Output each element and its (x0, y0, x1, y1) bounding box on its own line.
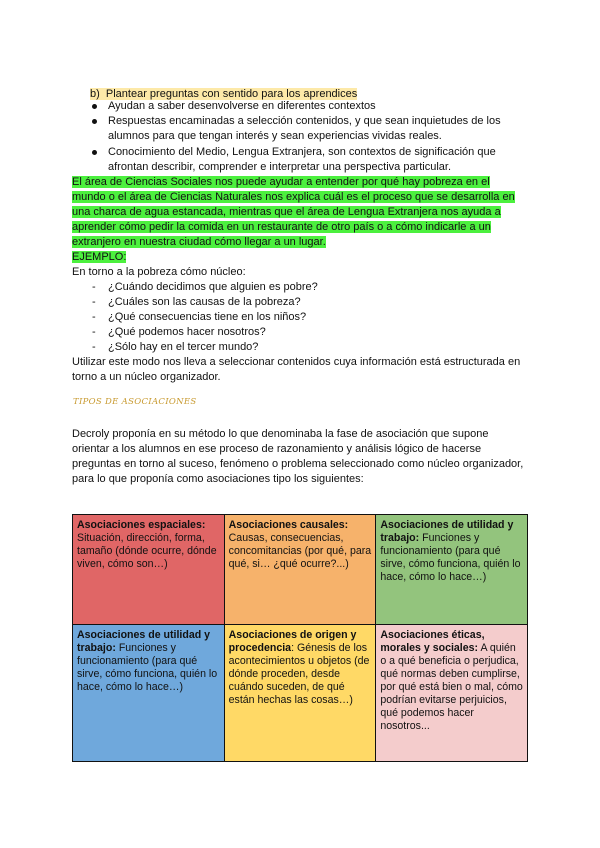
conclusion-line: Utilizar este modo nos lleva a seleccionar contenidos cuya información está estructurada en (72, 356, 521, 368)
bullet-icon (92, 119, 97, 124)
question-item: ¿Qué podemos hacer nosotros? (108, 326, 266, 338)
highlight-line: extranjero en nuestra ciudad cómo llegar a un lugar. (72, 236, 326, 248)
table-cell-causal: Asociaciones causales: Causas, consecuencias, concomitancias (por qué, para qué, si… ¿qué ocurre?...) (224, 515, 376, 625)
dash-marker: - (92, 341, 96, 353)
highlight-line: mundo o el área de Ciencias Naturales nos explica cuál es el proceso que se desarrolla en (72, 191, 515, 203)
table-cell-origin: Asociaciones de origen y procedencia: Génesis de los acontecimientos u objetos (de dónde proceden, desde cuándo suceden, de qué están hechas las cosas…) (224, 625, 376, 762)
decroly-line: para lo que proponía como asociaciones tipo los siguientes: (72, 473, 364, 485)
dash-marker: - (92, 311, 96, 323)
bullet-item: Ayudan a saber desenvolverse en diferentes contextos (108, 100, 376, 112)
table-row (73, 625, 528, 762)
dash-marker: - (92, 281, 96, 293)
question-item: ¿Cuáles son las causas de la pobreza? (108, 296, 301, 308)
decroly-line: Decroly proponía en su método lo que denominaba la fase de asociación que supone (72, 428, 489, 440)
bullet-item-continuation: afrontan describir, comprender e interpretar una perspectiva particular. (108, 161, 452, 173)
dash-marker: - (92, 326, 96, 338)
conclusion-line: torno a un núcleo organizador. (72, 371, 221, 383)
decroly-line: preguntas en torno al suceso, fenómeno o problema seleccionado como núcleo organizador, (72, 458, 524, 470)
highlight-line: El área de Ciencias Sociales nos puede ayudar a entender por qué hay pobreza en el (72, 176, 490, 188)
question-item: ¿Sólo hay en el tercer mundo? (108, 341, 259, 353)
example-label: EJEMPLO: (72, 251, 127, 263)
table-cell-spatial: Asociaciones espaciales: Situación, dirección, forma, tamaño (dónde ocurre, dónde viven, cómo son…) (73, 515, 225, 625)
table-row (73, 515, 528, 625)
question-item: ¿Qué consecuencias tiene en los niños? (108, 311, 307, 323)
bullet-item-continuation: alumnos para que tengan interés y sean experiencias vividas reales. (108, 130, 442, 142)
bullet-icon (92, 104, 97, 109)
dash-marker: - (92, 296, 96, 308)
section-title: TIPOS DE ASOCIACIONES (73, 397, 197, 407)
example-intro: En torno a la pobreza cómo núcleo: (72, 266, 246, 278)
bullet-icon (92, 150, 97, 155)
table-cell-ethics: Asociaciones éticas, morales y sociales: A quién o a qué beneficia o perjudica, qué normas deben cumplirse, por qué está bien o mal, cómo podrían evitarse perjuicios, qué podemos hacer nosotros... (376, 625, 528, 762)
highlight-line: aprender cómo pedir la comida en un restaurante de otro país o a cómo indicarle a un (72, 221, 491, 233)
associations-table (72, 514, 528, 762)
list-b-marker: b) (90, 88, 100, 100)
bullet-item: Respuestas encaminadas a selección contenidos, y que sean inquietudes de los (108, 115, 501, 127)
decroly-line: orientar a los alumnos en ese proceso de razonamiento y análisis lógico de hacerse (72, 443, 482, 455)
question-item: ¿Cuándo decidimos que alguien es pobre? (108, 281, 318, 293)
table-cell-utility: Asociaciones de utilidad y trabajo: Funciones y funcionamiento (para qué sirve, cómo funciona, quién lo hace, cómo lo hace…) (376, 515, 528, 625)
highlight-line: una charca de agua estancada, mientras que el área de Lengua Extranjera nos ayuda a (72, 206, 501, 218)
table-cell-utility-2: Asociaciones de utilidad y trabajo: Funciones y funcionamiento (para qué sirve, cómo funciona, quién lo hace, cómo lo hace…) (73, 625, 225, 762)
bullet-item: Conocimiento del Medio, Lengua Extranjera, son contextos de significación que (108, 146, 496, 158)
list-b-text: Plantear preguntas con sentido para los aprendices (105, 88, 358, 100)
